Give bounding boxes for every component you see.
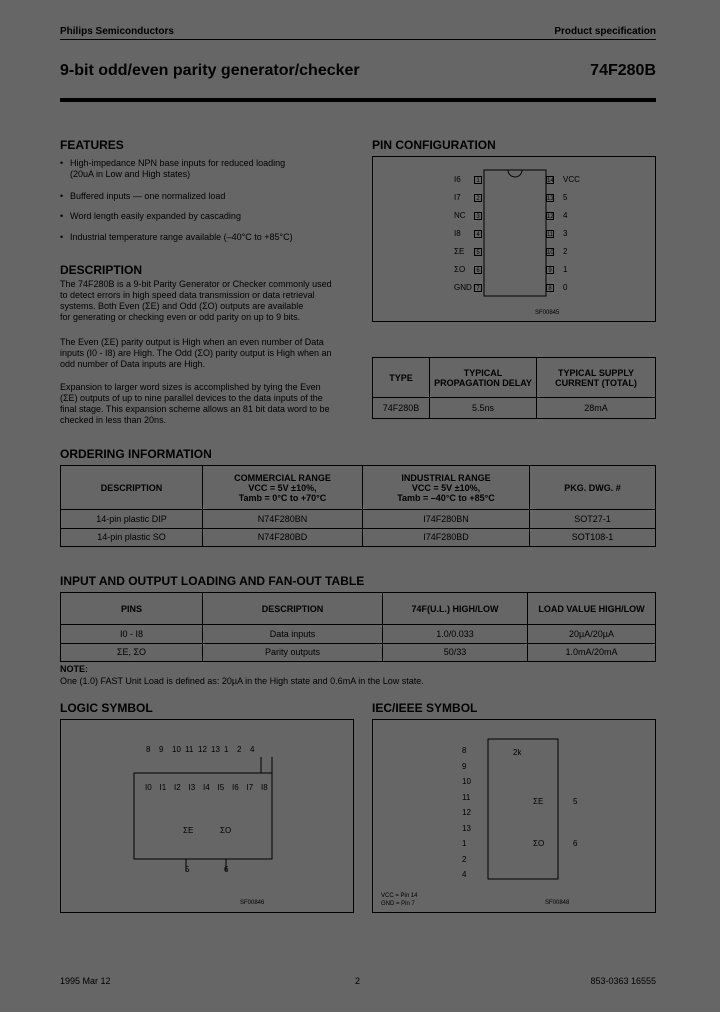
ordering-table <box>60 465 656 547</box>
pin-label-left: NC <box>454 211 466 220</box>
pin-number-left: 7 <box>474 284 482 292</box>
pin-config-code: SF00845 <box>535 310 560 316</box>
table-row-cell: I0 - I8 <box>61 625 203 644</box>
th-desc: DESCRIPTION <box>203 593 383 625</box>
th-delay: TYPICAL PROPAGATION DELAY <box>430 358 537 398</box>
logic-symbol-heading: LOGIC SYMBOL <box>60 701 153 715</box>
table-row-cell: SOT108-1 <box>530 528 656 547</box>
th-pkg: PKG. DWG. # <box>530 466 656 510</box>
table-row-cell: I74F280BN <box>363 510 530 529</box>
iec-symbol-heading: IEC/IEEE SYMBOL <box>372 701 478 715</box>
pin-label-right: 0 <box>563 283 568 292</box>
iec-output-label: ΣE <box>533 797 544 806</box>
iec-output-pin: 6 <box>573 839 578 848</box>
pin-number-right: 14 <box>547 178 554 184</box>
loading-heading: INPUT AND OUTPUT LOADING AND FAN-OUT TABLE <box>60 574 365 588</box>
header-rule <box>60 39 656 40</box>
pin-number-left: 2 <box>474 194 482 202</box>
logic-input-label: I0 <box>145 783 152 792</box>
footer-date: 1995 Mar 12 <box>60 976 111 986</box>
th-current: TYPICAL SUPPLY CURRENT (TOTAL) <box>537 358 656 398</box>
ordering-heading: ORDERING INFORMATION <box>60 447 212 461</box>
table-row-cell: I74F280BD <box>363 528 530 547</box>
logic-input-label: I1 <box>159 783 167 792</box>
pin-number-right: 10 <box>547 250 554 256</box>
pin-label-left: GND <box>454 283 472 292</box>
pin-label-right: 3 <box>563 229 568 238</box>
logic-symbol-code: SF00846 <box>240 900 265 906</box>
iec-input-pin: 11 <box>462 792 471 802</box>
table-row-cell: ΣE, ΣO <box>61 643 203 662</box>
feature-item: • Buffered inputs — one normalized load <box>60 191 226 201</box>
logic-pin-number: 13 <box>211 745 220 754</box>
table-row-cell: 20µA/20µA <box>528 625 656 644</box>
feature-item: • High-impedance NPN base inputs for reduced loading <box>60 158 286 168</box>
table-row-cell: 14-pin plastic SO <box>61 528 203 547</box>
pin-number-right: 9 <box>546 266 554 274</box>
pin-label-right: VCC <box>563 175 580 184</box>
th-industrial: INDUSTRIAL RANGE VCC = 5V ±10%, Tamb = –40°C to +85°C <box>363 466 530 510</box>
ic-notch <box>508 170 522 177</box>
logic-output-label: ΣE <box>183 826 194 835</box>
pin-label-right: 5 <box>563 193 568 202</box>
note-label: NOTE: <box>60 664 88 674</box>
th-type: TYPE <box>373 358 430 398</box>
doc-title: 9-bit odd/even parity generator/checker <box>60 62 360 79</box>
pin-label-left: ΣO <box>454 265 466 274</box>
logic-input-label: I8 <box>261 783 268 792</box>
features-heading: FEATURES <box>60 138 124 152</box>
footer-page: 2 <box>355 976 361 986</box>
note-text: One (1.0) FAST Unit Load is defined as: 20µA in the High state and 0.6mA in the Low state. <box>60 676 424 686</box>
description-para-3: Expansion to larger word sizes is accomplished by tying the Even (ΣE) outputs of up to nine parallel devices to the data inputs of the final stage. This expansion scheme allows an 81 bit data word to be checked in less than 20ns. <box>60 382 330 425</box>
title-rule <box>60 98 656 102</box>
feature-item: • Word length easily expanded by cascading <box>60 211 241 221</box>
pin-number-right: 12 <box>547 214 554 220</box>
logic-input-label: I5 <box>217 783 225 792</box>
pin-config-diagram <box>372 156 656 322</box>
pin-number-left: 4 <box>474 230 482 238</box>
description-para-2: The Even (ΣE) parity output is High when an even number of Data inputs (I0 - I8) are High. The Odd (ΣO) parity output is High when an odd number of Data inputs are High. <box>60 337 332 369</box>
table-row-cell: 14-pin plastic DIP <box>61 510 203 529</box>
th-pins: PINS <box>61 593 203 625</box>
loading-table <box>60 592 656 662</box>
iec-function-label: 2k <box>513 748 522 757</box>
cell-type: 74F280B <box>373 398 430 419</box>
doc-type: Product specification <box>554 26 656 37</box>
pin-number-right: 11 <box>547 232 554 238</box>
table-row-cell: N74F280BD <box>203 528 363 547</box>
table-row-cell: SOT27-1 <box>530 510 656 529</box>
logic-input-label: I3 <box>188 783 196 792</box>
iec-input-pin: 9 <box>462 761 467 771</box>
table-row-cell: Parity outputs <box>203 643 383 662</box>
iec-body <box>488 739 558 879</box>
logic-pin-number: 12 <box>198 745 207 754</box>
logic-pin-number: 2 <box>237 745 242 754</box>
th-description: DESCRIPTION <box>61 466 203 510</box>
pin-label-left: I8 <box>454 229 461 238</box>
logic-pin-number: 1 <box>224 745 229 754</box>
pin-label-left: I7 <box>454 193 461 202</box>
table-row-cell: 1.0mA/20mA <box>528 643 656 662</box>
logic-pin-number: 8 <box>146 745 151 754</box>
description-heading: DESCRIPTION <box>60 263 143 277</box>
table-row-cell: Data inputs <box>203 625 383 644</box>
iec-input-pin: 10 <box>462 777 471 786</box>
th-commercial: COMMERCIAL RANGE VCC = 5V ±10%, Tamb = 0°C to +70°C <box>203 466 363 510</box>
cell-current: 28mA <box>537 398 656 419</box>
th-ul: 74F(U.L.) HIGH/LOW <box>383 593 528 625</box>
footer-code: 853-0363 16555 <box>590 976 656 986</box>
iec-input-pin: 8 <box>462 746 467 755</box>
logic-pin-number: 11 <box>185 745 194 754</box>
iec-input-pin: 12 <box>462 808 471 817</box>
company-name: Philips Semiconductors <box>60 26 174 37</box>
iec-input-pin: 13 <box>462 823 471 833</box>
logic-input-label: I4 <box>203 783 210 792</box>
pin-label-right: 4 <box>563 211 568 220</box>
pin-number-left: 6 <box>474 266 482 274</box>
iec-power-gnd: GND = Pin 7 <box>381 901 415 907</box>
logic-symbol-diagram <box>60 719 354 913</box>
iec-input-pin: 4 <box>462 870 467 879</box>
logic-pin-number: 10 <box>172 745 181 754</box>
logic-input-label: I2 <box>174 783 181 792</box>
table-row-cell: 1.0/0.033 <box>383 625 528 644</box>
iec-input-pin: 2 <box>462 854 467 864</box>
part-number: 74F280B <box>590 62 656 79</box>
description-para-1: The 74F280B is a 9-bit Parity Generator or Checker commonly used to detect errors in high speed data transmission or data retrieval systems. Both Even (ΣE) and Odd (ΣO) outputs are available for generating or checking even or odd parity on up to 9 bits. <box>60 279 332 322</box>
logic-output-pin: 6 <box>224 865 229 874</box>
pin-number-left: 3 <box>474 212 482 220</box>
iec-output-label: ΣO <box>533 839 545 848</box>
pin-number-right: 8 <box>546 284 554 292</box>
iec-output-pin: 5 <box>573 797 578 806</box>
logic-output-pin: 5 <box>185 865 190 874</box>
pin-number-right: 13 <box>547 196 554 202</box>
table-row-cell: N74F280BN <box>203 510 363 529</box>
pin-label-right: 1 <box>563 265 568 274</box>
logic-pin-number: 4 <box>250 745 255 754</box>
feature-item: • Industrial temperature range available (–40°C to +85°C) <box>60 232 293 242</box>
pin-label-right: 2 <box>563 247 568 256</box>
logic-input-label: I6 <box>232 783 239 792</box>
iec-power-vcc: VCC = Pin 14 <box>381 893 418 899</box>
pin-label-left: ΣE <box>454 247 465 256</box>
th-load: LOAD VALUE HIGH/LOW <box>528 593 656 625</box>
ic-body <box>484 170 546 296</box>
pin-label-left: I6 <box>454 175 461 184</box>
feature-item-cont: (20uA in Low and High states) <box>70 169 191 179</box>
cell-delay: 5.5ns <box>430 398 537 419</box>
pin-number-left: 1 <box>474 176 482 184</box>
table-row-cell: 50/33 <box>383 643 528 662</box>
iec-symbol-code: SF00848 <box>545 900 570 906</box>
typical-table <box>372 357 656 419</box>
logic-input-label: I7 <box>246 783 254 792</box>
logic-output-label: ΣO <box>220 826 232 835</box>
pin-config-heading: PIN CONFIGURATION <box>372 138 496 152</box>
pin-number-left: 5 <box>474 248 482 256</box>
logic-pin-number: 9 <box>159 745 164 754</box>
iec-input-pin: 1 <box>462 839 467 848</box>
